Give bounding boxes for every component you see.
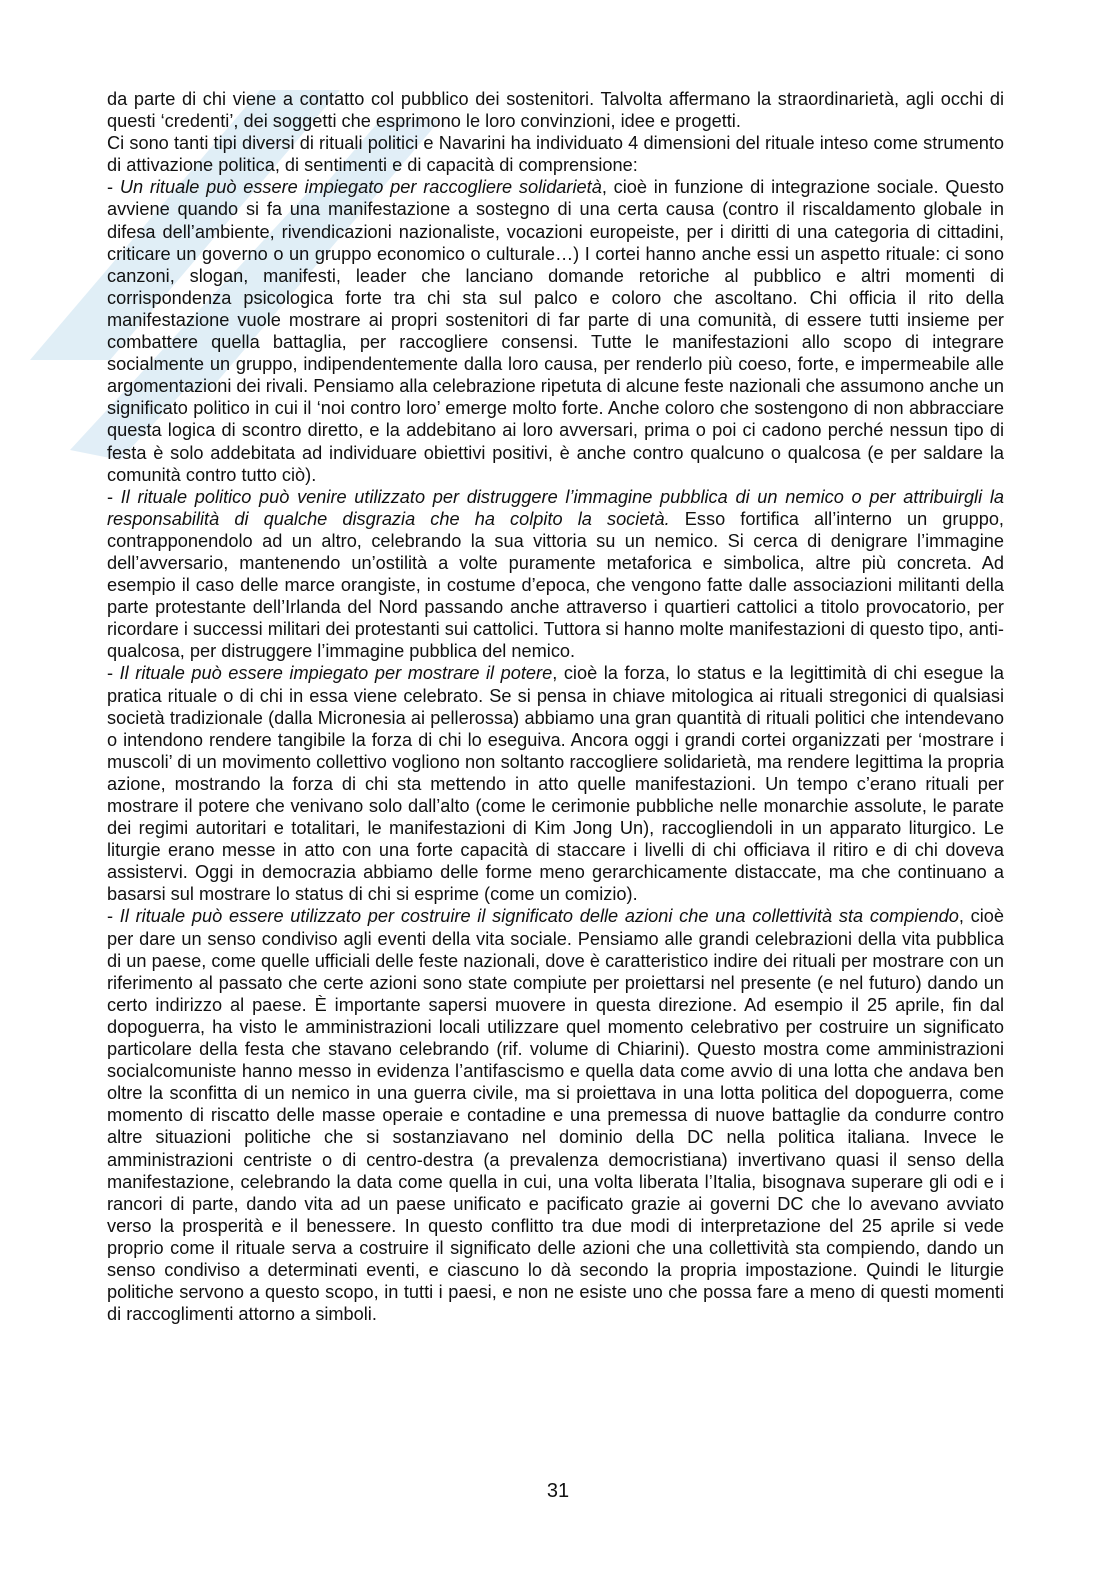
page-number: 31 [546, 1480, 570, 1502]
paragraph-intro: da parte di chi viene a contatto col pubblico dei sostenitori. Talvolta affermano la straordinarietà, agli occhi di questi ‘credenti’, dei soggetti che esprimono le loro convinzioni, idee e progetti. [107, 89, 1004, 132]
document-body [107, 88, 1004, 1325]
paragraph-dimensions: Ci sono tanti tipi diversi di rituali politici e Navarini ha individuato 4 dimensioni del rituale inteso come strumento di attivazione politica, di sentimenti e di capacità di comprensione: [107, 133, 1004, 176]
solidarity-heading: Un rituale può essere impiegato per raccogliere solidarietà [119, 177, 602, 198]
paragraph-meaning: - Il rituale può essere utilizzato per costruire il significato delle azioni che una collettività sta compiendo, cioè per dare un senso condiviso agli eventi della vita sociale. Pensiamo alle grandi celebrazioni della vita pubblica di un paese, come quelle ufficiali delle feste nazionali, dove è caratteristico indire dei rituali per mostrare con un riferimento al passato che certe azioni sono state compiute per proiettarsi nel presente (e nel futuro) dando un certo indirizzo al paese. È importante sapersi muovere in questa direzione. Ad esempio il 25 aprile, fin dal dopoguerra, ha visto le amministrazioni locali utilizzare quel momento celebrativo per costruire un significato particolare della festa che stavano celebrando (rif. volume di Chiarini). Questo mostra come amministrazioni socialcomuniste hanno messo in evidenza l’antifascismo e quella data come avvio di una lotta che andava ben oltre la sconfitta di un nemico in una guerra civile, ma si proiettava in una lotta politica del dopoguerra, come momento di riscatto delle masse operaie e contadine e una premessa di nuove battaglie da condurre contro altre situazioni politiche che si sostanziavano nel dominio della DC nella politica italiana. Invece le amministrazioni centriste o di centro-destra (a prevalenza democristiana) invertivano quasi il senso della manifestazione, celebrando la data come quella in cui, una volta liberata l’Italia, bisognava superare gli odi e i rancori di parte, dando vita ad un paese unificato e pacificato grazie ai governi DC che lo avevano avviato verso la prosperità e il benessere. In questo conflitto tra due modi di interpretazione del 25 aprile si vede proprio come il rituale serva a costruire il significato delle azioni che una collettività sta compiendo, dando un senso condiviso a determinati eventi, e ciascuno lo dà secondo la propria impostazione. Quindi le liturgie politiche servono a questo scopo, in tutti i paesi, e non ne esiste uno che possa fare a meno di questi momenti di raccoglimenti attorno a simboli. [107, 906, 1004, 1325]
power-heading: Il rituale può essere impiegato per mostrare il potere [119, 663, 553, 684]
paragraph-enemy: - Il rituale politico può venire utilizzato per distruggere l’immagine pubblica di un nemico o per attribuirgli la responsabilità di qualche disgrazia che ha colpito la società. Esso fortifica all’interno un gruppo, contrapponendolo ad un altro, celebrando la sua vittoria su un nemico. Si cerca di denigrare l’immagine dell’avversario, mantenendo un’ostilità a volte puramente metaforica e simbolica, altre più concreta. Ad esempio il caso delle marce orangiste, in costume d’epoca, che vengono fatte dalle associazioni militanti della parte protestante dell’Irlanda del Nord passando anche attraverso i quartieri cattolici a titolo provocatorio, per ricordare i successi militari dei protestanti sui cattolici. Tuttora si hanno molte manifestazioni di questo tipo, anti-qualcosa, per distruggere l’immagine pubblica del nemico. [107, 486, 1004, 662]
enemy-heading: Il rituale politico può venire utilizzato per distruggere l’immagine pubblica di un nemico o per attribuirgli la responsabilità di qualche disgrazia che ha colpito la società. [107, 486, 1004, 529]
paragraph-solidarity: - Un rituale può essere impiegato per raccogliere solidarietà, cioè in funzione di integrazione sociale. Questo avviene quando si fa una manifestazione a sostegno di una certa causa (contro il riscaldamento globale in difesa dell’ambiente, rivendicazioni nazionaliste, vocazioni europeiste, per i diritti di una categoria di cittadini, criticare un governo o un gruppo economico o culturale…) I cortei hanno anche essi un aspetto rituale: ci sono canzoni, slogan, manifesti, leader che lanciano domande retoriche al pubblico e altri momenti di corrispondenza psicologica forte tra chi sta sul palco e coloro che ascoltano. Chi officia il rito della manifestazione vuole mostrare ai propri sostenitori di far parte di una comunità, di essere tutti insieme per combattere quella battaglia, per raccogliere consensi. Tutte le manifestazioni allo scopo di integrare socialmente un gruppo, indipendentemente dalla loro causa, per renderlo più coeso, forte, e impermeabile alle argomentazioni dei rivali. Pensiamo alla celebrazione ripetuta di alcune feste nazionali che assumono anche un significato politico in cui il ‘noi contro loro’ emerge molto forte. Anche coloro che sostengono di non abbracciare questa logica di scontro diretto, e la addebitano ai loro avversari, prima o poi ci cadono perché nessun tipo di festa è solo addebitata ad individuare obiettivi positivi, è anche contro qualcuno o qualcosa (e per saldare la comunità contro tutto ciò). [107, 177, 1004, 485]
meaning-heading: Il rituale può essere utilizzato per costruire il significato delle azioni che una collettività sta compiendo [119, 906, 959, 927]
paragraph-power: - Il rituale può essere impiegato per mostrare il potere, cioè la forza, lo status e la legittimità di chi esegue la pratica rituale o di chi in essa viene celebrato. Se si pensa in chiave mitologica ai rituali stregonici di qualsiasi società tradizionale (dalla Micronesia ai pellerossa) abbiamo una gran quantità di rituali politici che intendevano o intendono rendere tangibile la forza di chi lo eseguiva. Ancora oggi i grandi cortei organizzati per ‘mostrare i muscoli’ di un movimento collettivo vogliono non soltanto raccogliere solidarietà, ma rendere legittima la propria azione, mostrando la forza di chi sta mettendo in atto quelle manifestazioni. Un tempo c’erano rituali per mostrare il potere che venivano solo dall’alto (come le cerimonie pubbliche nelle monarchie assolute, le parate dei regimi autoritari e totalitari, le manifestazioni di Kim Jong Un), raccogliendoli in un apparato liturgico. Le liturgie erano messe in atto con una forte capacità di staccare i livelli di chi officiava il ritiro e di chi doveva assistervi. Oggi in democrazia abbiamo delle forme meno gerarchicamente distaccate, ma che continuano a basarsi sul mostrare lo status di chi si esprime (come un comizio). [107, 663, 1004, 905]
